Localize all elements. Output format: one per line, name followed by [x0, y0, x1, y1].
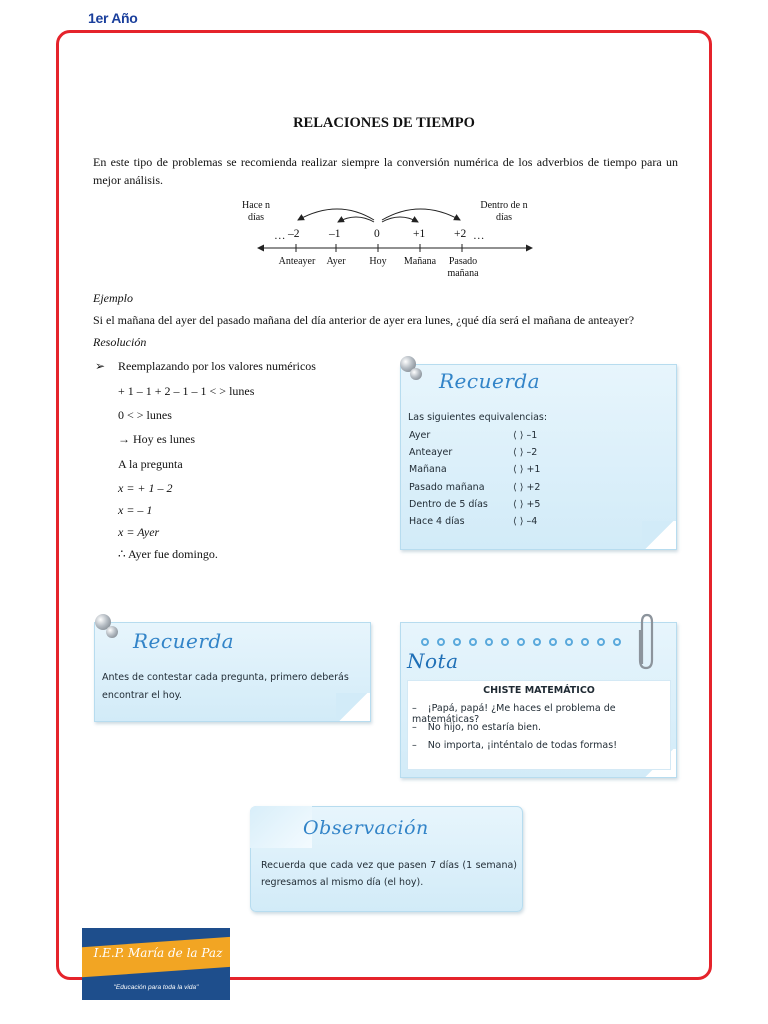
nota-line-3: [412, 740, 674, 751]
equivalencias-intro: Las siguientes equivalencias:: [408, 412, 548, 423]
eq-row-dentro-5: [409, 499, 669, 513]
pushpin-icon: [106, 626, 118, 638]
step-9: ∴ Ayer fue domingo.: [118, 547, 218, 561]
dash-bullet: –: [412, 740, 417, 751]
number-line-diagram: [230, 196, 550, 286]
num-minus-2: –2: [288, 228, 300, 240]
observacion-heading: Observación: [303, 817, 429, 839]
eq-value: ⟨ ⟩ –2: [513, 447, 538, 458]
intro-paragraph: En este tipo de problemas se recomienda realizar siempre la conversión numérica de los adverbios de tiempo para un mejor análisis.: [93, 155, 678, 187]
step-3: 0 < > lunes: [118, 408, 172, 422]
num-plus-1: +1: [413, 228, 426, 240]
eq-term: Hace 4 días: [409, 516, 465, 527]
example-question: Si el mañana del ayer del pasado mañana del día anterior de ayer era lunes, ¿qué día será el mañana de anteayer?: [93, 313, 635, 327]
recuerda-heading-1: Recuerda: [439, 369, 541, 393]
nota-heading: Nota: [407, 649, 459, 673]
dash-bullet: –: [412, 703, 417, 714]
day-anteayer: Anteayer: [278, 256, 316, 267]
recuerda-card-equivalencias: [400, 364, 677, 550]
arc-left-inner: [338, 217, 374, 222]
num-0: 0: [374, 228, 380, 240]
observacion-card: [250, 806, 523, 912]
pushpin-icon: [410, 368, 422, 380]
observacion-text: Recuerda que cada vez que pasen 7 días (1 semana) regresamos al mismo día (el hoy).: [261, 860, 517, 888]
recuerda-heading-2: Recuerda: [133, 629, 235, 653]
arc-right-inner: [382, 217, 418, 222]
eq-term: Ayer: [409, 430, 431, 441]
nota-line-2: [412, 722, 674, 733]
eq-row-ayer: [409, 430, 669, 444]
eq-term: Pasado mañana: [409, 482, 485, 493]
step-6: x = + 1 – 2: [118, 481, 173, 495]
day-manana: Mañana: [403, 256, 437, 267]
eq-value: ⟨ ⟩ +2: [513, 482, 541, 493]
eq-value: ⟨ ⟩ +5: [513, 499, 541, 510]
arc-left-outer: [298, 209, 374, 220]
arc-right-outer: [382, 209, 460, 220]
nota-line-text: No importa, ¡inténtalo de todas formas!: [427, 740, 618, 751]
step-5: A la pregunta: [118, 457, 183, 471]
grade-label: 1er Año: [88, 10, 138, 26]
left-ellipsis: …: [274, 230, 286, 242]
left-label: Hace n días: [241, 200, 271, 223]
step-8: x = Ayer: [118, 525, 160, 539]
eq-row-manana: [409, 464, 669, 478]
eq-term: Mañana: [409, 464, 447, 475]
eq-value: ⟨ ⟩ +1: [513, 464, 541, 475]
bullet-icon: ➢: [95, 359, 106, 373]
day-hoy: Hoy: [369, 256, 387, 267]
step-4: → Hoy es lunes: [118, 432, 195, 446]
recuerda-2-text: Antes de contestar cada pregunta, primero deberás encontrar el hoy.: [102, 672, 349, 701]
num-plus-2: +2: [454, 228, 467, 240]
school-logo: [82, 928, 230, 1000]
right-ellipsis: …: [473, 230, 485, 242]
right-label: Dentro de n días: [480, 200, 528, 223]
school-name: I.E.P. María de la Paz: [93, 946, 223, 960]
eq-term: Dentro de 5 días: [409, 499, 488, 510]
step-2: + 1 – 1 + 2 – 1 – 1 < > lunes: [118, 384, 255, 398]
eq-value: ⟨ ⟩ –4: [513, 516, 538, 527]
step-1: Reemplazando por los valores numéricos: [118, 359, 316, 373]
page-title: RELACIONES DE TIEMPO: [293, 115, 475, 131]
paperclip-icon: [632, 612, 660, 672]
eq-value: ⟨ ⟩ –1: [513, 430, 538, 441]
recuerda-card-hoy: [94, 622, 371, 722]
eq-row-hace-4: [409, 516, 669, 530]
day-pasado-manana: Pasado mañana: [447, 256, 479, 279]
nota-title: CHISTE MATEMÁTICO: [483, 685, 595, 696]
dash-bullet: –: [412, 722, 417, 733]
eq-row-pasado-manana: [409, 482, 669, 496]
step-7: x = – 1: [118, 503, 153, 517]
day-ayer: Ayer: [326, 256, 346, 267]
example-label: Ejemplo: [93, 291, 133, 305]
eq-row-anteayer: [409, 447, 669, 461]
nota-line-text: ¡Papá, papá! ¿Me haces el problema de matemáticas?: [412, 703, 616, 725]
num-minus-1: –1: [329, 228, 341, 240]
resolution-label: Resolución: [93, 335, 147, 349]
nota-line-text: No hijo, no estaría bien.: [427, 722, 542, 733]
eq-term: Anteayer: [409, 447, 453, 458]
school-motto: "Educación para toda la vida": [113, 984, 199, 991]
